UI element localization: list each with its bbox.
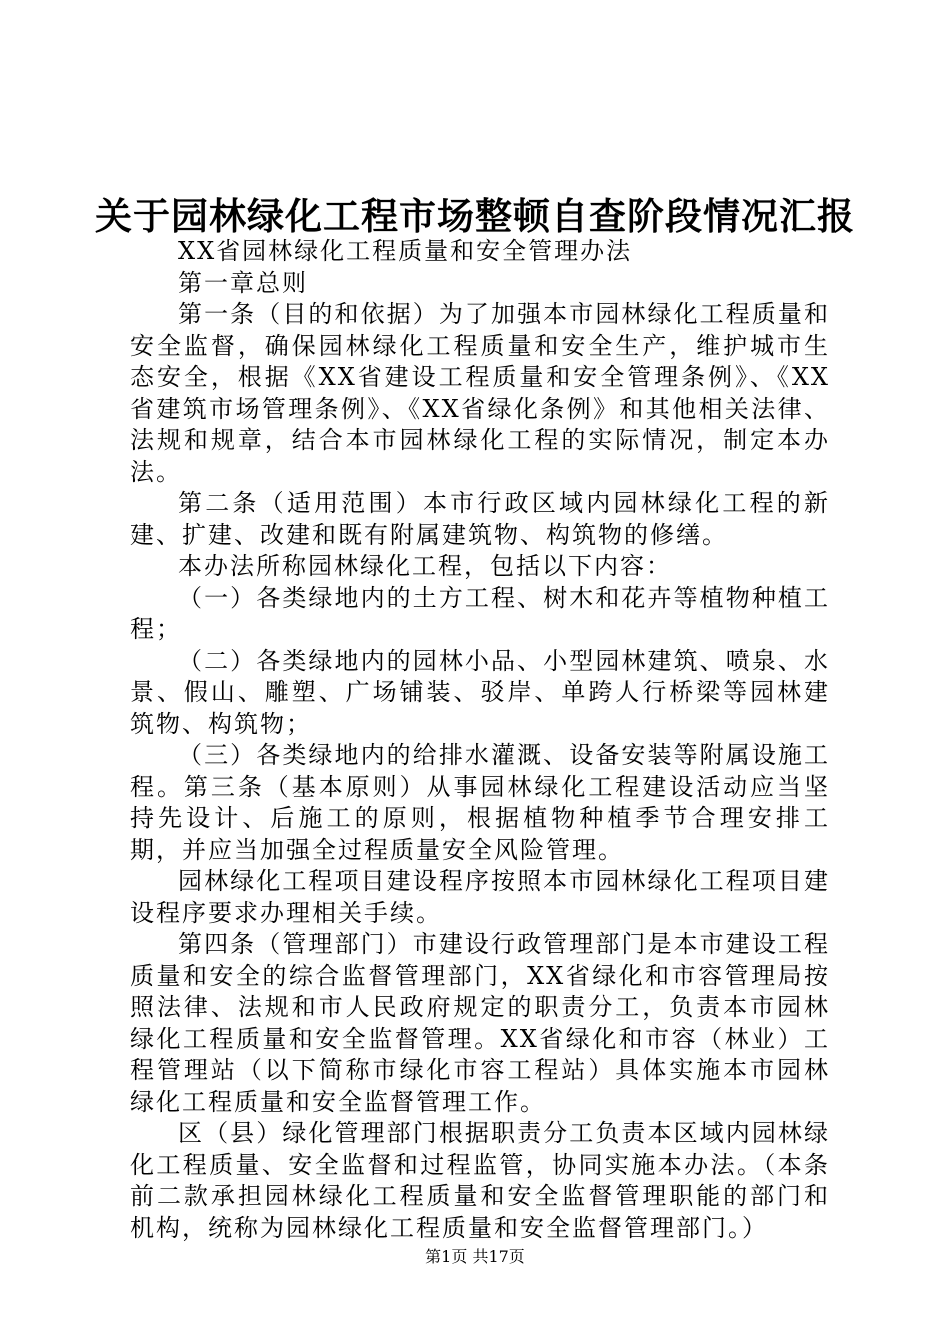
paragraph: 第一章总则 <box>178 268 308 297</box>
paragraph: （三）各类绿地内的给排水灌溉、设备安装等附属设施工程。第三条（基本原则）从事园林绿化工程建设活动应当坚持先设计、后施工的原则，根据植物种植季节合理安排工期，并应当加强全过程质量安全风险管理。 <box>130 741 830 864</box>
paragraph: 本办法所称园林绿化工程，包括以下内容： <box>178 552 672 580</box>
paragraph: XX省园林绿化工程质量和安全管理办法 <box>178 237 633 265</box>
document-title: 关于园林绿化工程市场整顿自查阶段情况汇报 <box>95 194 855 238</box>
page-number-footer: 第1页 共17页 <box>425 1247 525 1266</box>
paragraph: 第四条（管理部门）市建设行政管理部门是本市建设工程质量和安全的综合监督管理部门，XX省绿化和市容管理局按照法律、法规和市人民政府规定的职责分工，负责本市园林绿化工程质量和安全监督管理。XX省绿化和市容（林业）工程管理站（以下简称市绿化市容工程站）具体实施本市园林绿化工程质量和安全监督管理工作。 <box>130 930 830 1116</box>
paragraph: （一）各类绿地内的土方工程、树木和花卉等植物种植工程； <box>130 583 830 643</box>
paragraph: 第二条（适用范围）本市行政区域内园林绿化工程的新建、扩建、改建和既有附属建筑物、构筑物的修缮。 <box>130 489 830 549</box>
document-body <box>130 236 830 1244</box>
paragraph: 园林绿化工程项目建设程序按照本市园林绿化工程项目建设程序要求办理相关手续。 <box>130 867 830 927</box>
paragraph: 区（县）绿化管理部门根据职责分工负责本区域内园林绿化工程质量、安全监督和过程监管，协同实施本办法。（本条前二款承担园林绿化工程质量和安全监督管理职能的部门和机构，统称为园林绿化工程质量和安全监督管理部门。） <box>130 1119 830 1242</box>
paragraph: 第一条（目的和依据）为了加强本市园林绿化工程质量和安全监督，确保园林绿化工程质量和安全生产，维护城市生态安全，根据《XX省建设工程质量和安全管理条例》、《XX省建筑市场管理条例》、《XX省绿化条例》和其他相关法律、法规和规章，结合本市园林绿化工程的实际情况，制定本办法。 <box>130 300 830 486</box>
paragraph: （二）各类绿地内的园林小品、小型园林建筑、喷泉、水景、假山、雕塑、广场铺装、驳岸、单跨人行桥梁等园林建筑物、构筑物； <box>130 646 830 738</box>
